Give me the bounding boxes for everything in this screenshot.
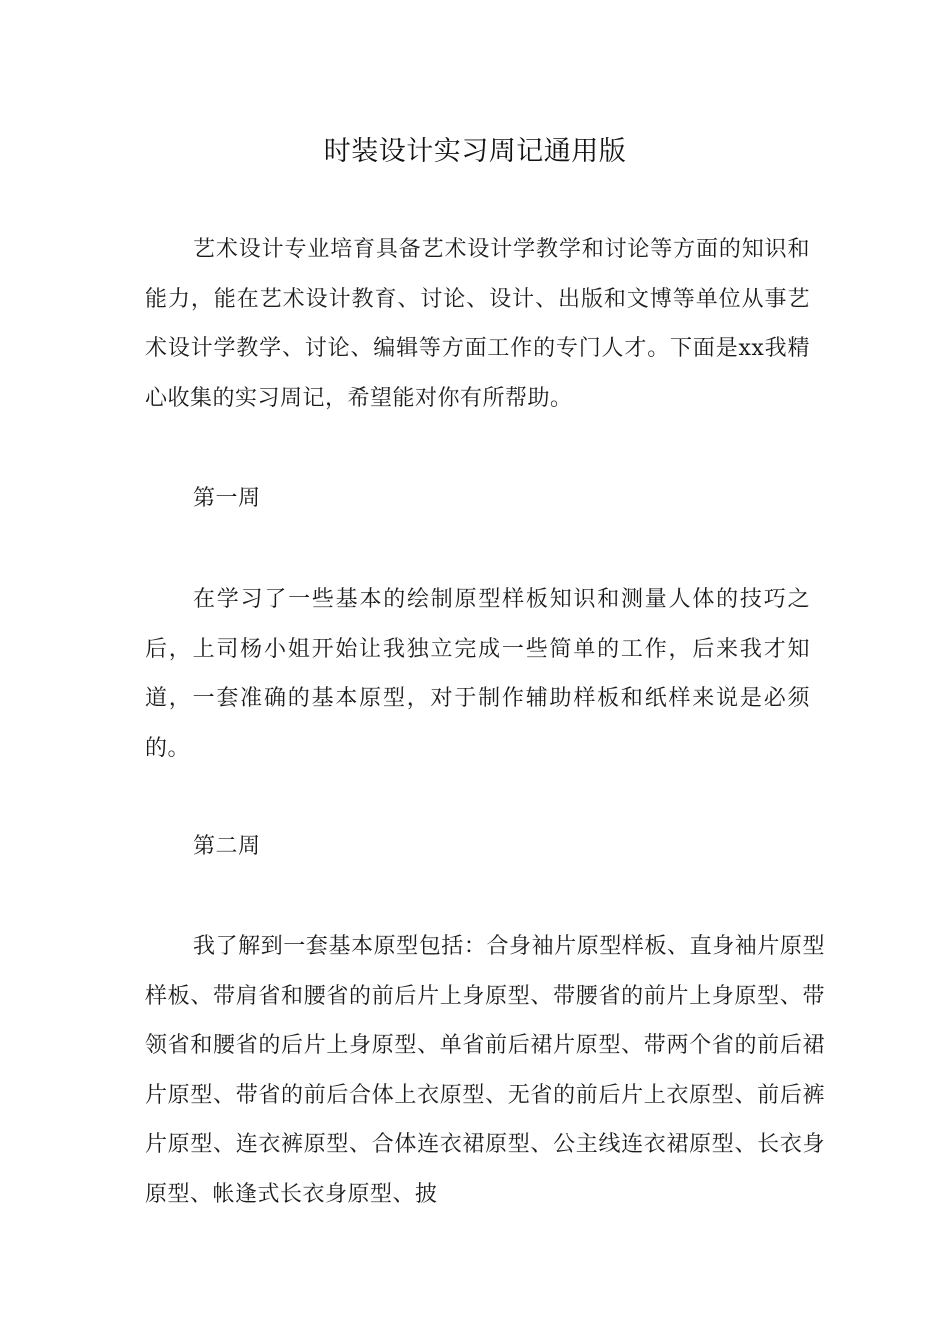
section-heading-week-1: 第一周 [193, 486, 261, 511]
section-body-week-1: 在学习了一些基本的绘制原型样板知识和测量人体的技巧之后，上司杨小姐开始让我独立完成一些简单的工作，后来我才知道，一套准确的基本原型，对于制作辅助样板和纸样来说是必须的。 [145, 587, 810, 761]
section-body-week-2: 我了解到一套基本原型包括：合身袖片原型样板、直身袖片原型样板、带肩省和腰省的前后片上身原型、带腰省的前片上身原型、带领省和腰省的后片上身原型、单省前后裙片原型、带两个省的前后裙片原型、带省的前后合体上衣原型、无省的前后片上衣原型、前后裤片原型、连衣裤原型、合体连衣裙原型、公主线连衣裙原型、长衣身原型、帐逢式长衣身原型、披 [145, 934, 825, 1207]
intro-paragraph: 艺术设计专业培育具备艺术设计学教学和讨论等方面的知识和能力，能在艺术设计教育、讨论、设计、出版和文博等单位从事艺术设计学教学、讨论、编辑等方面工作的专门人才。下面是xx我精心收集的实习周记，希望能对你有所帮助。 [145, 237, 810, 411]
section-heading-week-2: 第二周 [193, 834, 261, 859]
document-title: 时装设计实习周记通用版 [323, 136, 627, 167]
